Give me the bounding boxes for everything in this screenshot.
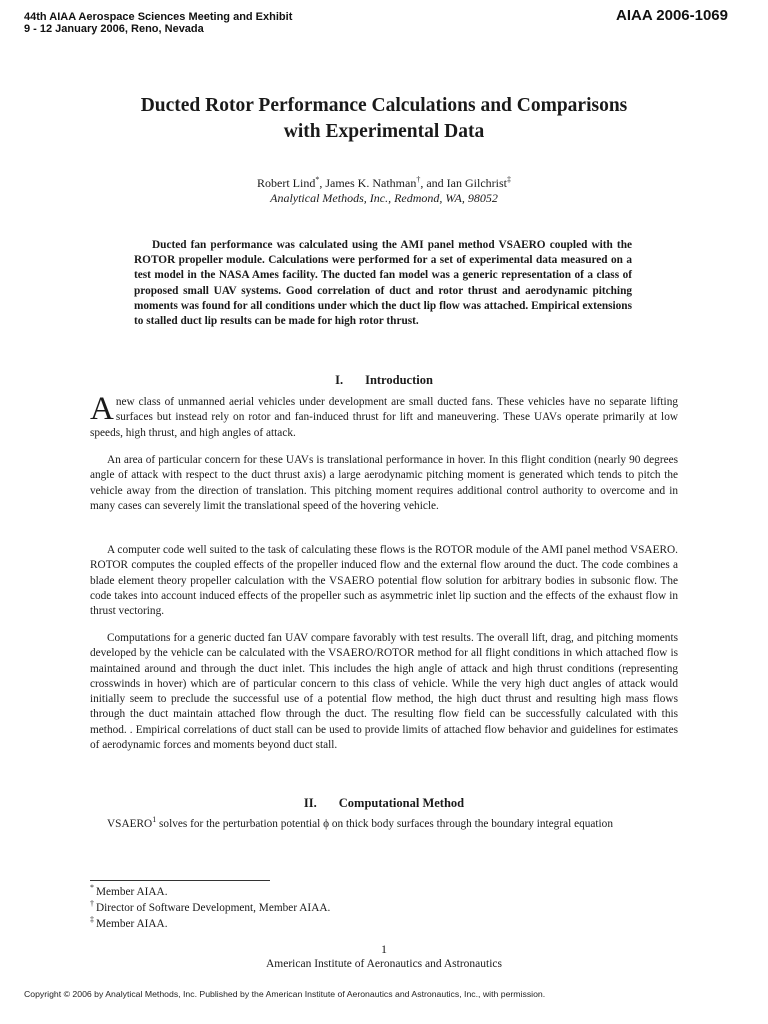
- title-line-2: with Experimental Data: [283, 121, 485, 142]
- author-name: Robert Lind: [257, 176, 316, 190]
- conference-date: 9 - 12 January 2006, Reno, Nevada: [24, 23, 204, 35]
- conference-name: 44th AIAA Aerospace Sciences Meeting and Exhibit: [24, 11, 293, 23]
- author-footnote-mark: †: [416, 175, 421, 184]
- intro-paragraph-1-text: new class of unmanned aerial vehicles under development are small ducted fans. These vehicles have no separate lifting surfaces but instead rely on rotor and fan-induced thrust for lift and maneuvering. These UAVs operate primarily at low speeds, high thrust, and high angles of attack.: [90, 396, 678, 439]
- section-heading-introduction: [60, 373, 708, 388]
- footnote-1: [90, 885, 168, 899]
- conference-info: [24, 11, 292, 35]
- drop-cap: A: [90, 391, 114, 427]
- abstract: Ducted fan performance was calculated using the AMI panel method VSAERO coupled with the ROTOR propeller module. Calculations were performed for a set of experimental data measured on a test model in the NASA Ames facility. The ducted fan model was a generic representation of a class of proposed small UAV systems. Good correlation of duct and rotor thrust and aerodynamic pitching moments was found for all conditions under which the duct lip flow was attached. Empirical extensions to stalled duct lip results can be made for high rotor thrust.: [134, 239, 632, 328]
- intro-paragraph-3: A computer code well suited to the task of calculating these flows is the ROTOR module of the AMI panel method VSAERO. ROTOR computes the coupled effects of the propeller induced flow and the external flow around the duct. The code combines a blade element theory propeller calculation with the VSAERO potential flow solution for arbitrary bodies in subsonic flow. The code takes into account induced effects of the propeller such as asymmetric inlet lip suction and the effects of the exhaust flow in thrust vectoring.: [90, 544, 678, 618]
- affiliation: Analytical Methods, Inc., Redmond, WA, 98052: [270, 191, 498, 205]
- institution-name: American Institute of Aeronautics and Astronautics: [265, 958, 502, 970]
- section-heading-computational-method: [60, 796, 708, 811]
- author-footnote-mark: *: [315, 175, 320, 184]
- footnote-2: [90, 901, 330, 915]
- intro-paragraph-2: An area of particular concern for these UAVs is translational performance in hover. In this flight condition (nearly 90 degrees angle of attack with respect to the duct thrust axis) a large aerodynamic pitching moment is generated which tends to pitch the vehicle away from the direction of translation. This pitching moment requires additional control authority to overcome and in many cases can severely limit the translational speed of the hovering vehicle.: [90, 454, 678, 512]
- method-paragraph-text: solves for the perturbation potential ϕ on thick body surfaces through the boundary integral equation: [156, 818, 613, 830]
- page-number: 1: [381, 942, 387, 956]
- footnote-mark: †: [90, 899, 94, 909]
- footnote-text: Member AIAA.: [96, 918, 168, 930]
- footnote-text: Member AIAA.: [96, 886, 168, 898]
- section-number: I.: [335, 373, 344, 387]
- footnote-divider: [90, 880, 270, 881]
- author-name: Ian Gilchrist: [446, 176, 507, 190]
- intro-paragraph-4: Computations for a generic ducted fan UAV compare favorably with test results. The overall lift, drag, and pitching moments developed by the vehicle can be calculated with the VSAERO/ROTOR method for all flight conditions in which attached flow is maintained around and through the duct inlet. This includes the high angle of attack and high thrust conditions (representing crosswinds in hover) which are of particular concern to this class of vehicle. While the very high duct angles of attack would initially seem to preclude the successful use of a potential flow method, the high duct thrust and resulting high mass flows through the duct maintain attached flow through the duct. The resulting flow field can be successfully calculated with this method. . Empirical correlations of duct stall can be used to provide limits of attached flow behavior and guidelines for estimates of aerodynamic forces and moments beyond duct stall.: [90, 632, 678, 752]
- footnote-3: [90, 917, 168, 931]
- section-number: II.: [303, 796, 317, 810]
- author-footnote-mark: ‡: [506, 175, 511, 184]
- author-separator: ,: [319, 176, 326, 190]
- footnote-mark: ‡: [90, 915, 94, 925]
- footnote-text: Director of Software Development, Member AIAA.: [96, 902, 331, 914]
- title-line-1: Ducted Rotor Performance Calculations and Comparisons: [140, 95, 628, 116]
- author-separator: , and: [420, 176, 447, 190]
- footnote-mark: *: [90, 883, 94, 893]
- paper-title: [60, 93, 708, 145]
- author-name: James K. Nathman: [325, 176, 417, 190]
- paper-number: AIAA 2006-1069: [615, 7, 728, 24]
- reference-mark: 1: [152, 815, 157, 825]
- author-list: [60, 176, 708, 191]
- copyright-notice: Copyright © 2006 by Analytical Methods, Inc. Published by the American Institute of Aeronautics and Astronautics, Inc., with permission.: [24, 989, 546, 999]
- section-title: Introduction: [365, 373, 433, 387]
- intro-paragraph-1: [90, 391, 678, 441]
- method-paragraph-start: VSAERO: [107, 818, 153, 830]
- method-paragraph-1: [90, 817, 678, 832]
- section-title: Computational Method: [338, 796, 465, 810]
